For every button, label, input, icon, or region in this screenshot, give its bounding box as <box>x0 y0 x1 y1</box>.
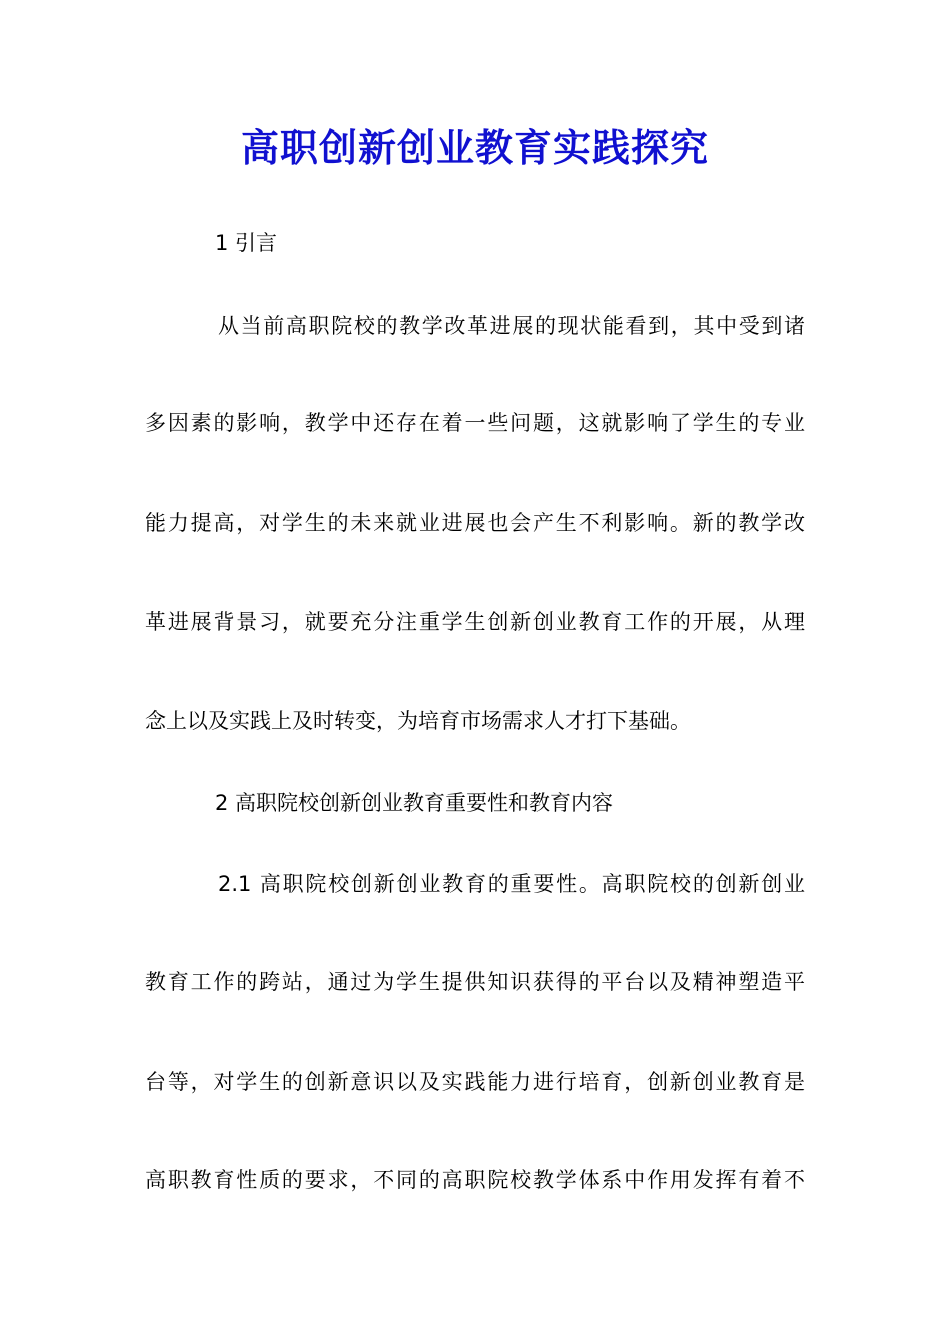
paragraph-line: 多因素的影响，教学中还存在着一些问题，这就影响了学生的专业 <box>145 411 805 435</box>
paragraph-line: 念上以及实践上及时转变，为培育市场需求人才打下基础。 <box>145 709 691 733</box>
paragraph-line: 革进展背景习，就要充分注重学生创新创业教育工作的开展，从理 <box>145 610 805 634</box>
paragraph-line: 能力提高，对学生的未来就业进展也会产生不利影响。新的教学改 <box>145 511 805 535</box>
paragraph-line: 从当前高职院校的教学改革进展的现状能看到，其中受到诸 <box>218 314 805 338</box>
heading-introduction: 1 引言 <box>215 231 278 255</box>
paragraph-line: 高职教育性质的要求，不同的高职院校教学体系中作用发挥有着不 <box>145 1168 805 1192</box>
heading-section-2: 2 高职院校创新创业教育重要性和教育内容 <box>215 791 614 815</box>
paragraph-line: 2.1 高职院校创新创业教育的重要性。高职院校的创新创业 <box>218 872 805 896</box>
document-title: 高职创新创业教育实践探究 <box>240 125 709 170</box>
paragraph-line: 台等，对学生的创新意识以及实践能力进行培育，创新创业教育是 <box>145 1070 805 1094</box>
paragraph-line: 教育工作的跨站，通过为学生提供知识获得的平台以及精神塑造平 <box>145 970 805 994</box>
